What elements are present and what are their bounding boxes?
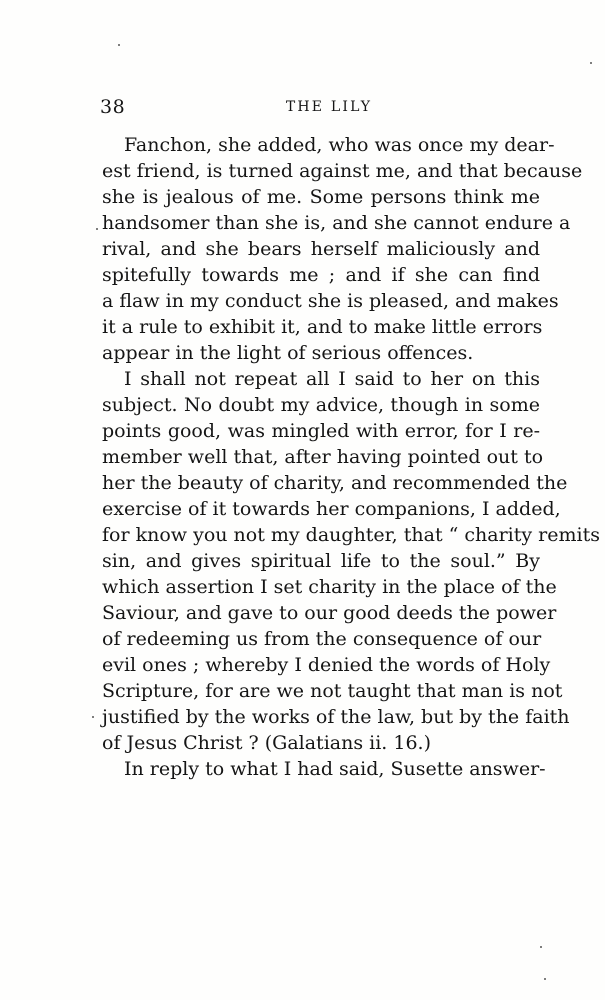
text-line: In reply to what I had said, Susette answer- (124, 758, 546, 780)
text-line: for know you not my daughter, that “ charity remits (102, 524, 600, 546)
text-line: evil ones ; whereby I denied the words of Holy (102, 654, 551, 676)
text-line: she is jealous of me. Some persons think me (102, 186, 540, 208)
paper-speck (96, 228, 98, 230)
text-line: handsomer than she is, and she cannot endure a (102, 212, 571, 234)
text-line: exercise of it towards her companions, I added, (102, 498, 561, 520)
text-line: of Jesus Christ ? (Galatians ii. 16.) (102, 732, 431, 754)
text-line: Saviour, and gave to our good deeds the power (102, 602, 557, 624)
text-line: appear in the light of serious offences. (102, 342, 474, 364)
text-line: est friend, is turned against me, and that because (102, 160, 583, 182)
text-line: justified by the works of the law, but by the faith (102, 706, 570, 728)
text-line: Fanchon, she added, who was once my dear- (124, 134, 555, 156)
text-line: points good, was mingled with error, for I re- (102, 420, 540, 442)
text-line: I shall not repeat all I said to her on this (124, 368, 540, 390)
text-line: spitefully towards me ; and if she can find (102, 264, 540, 286)
page-number: 38 (100, 96, 126, 118)
text-line: a flaw in my conduct she is pleased, and makes (102, 290, 559, 312)
text-line: subject. No doubt my advice, though in some (102, 394, 540, 416)
text-line: sin, and gives spiritual life to the soul.” By (102, 550, 540, 572)
text-line: her the beauty of charity, and recommended the (102, 472, 568, 494)
text-line: which assertion I set charity in the place of the (102, 576, 557, 598)
body-text (102, 132, 600, 782)
page-header (100, 96, 540, 120)
paper-speck (590, 62, 592, 64)
paper-speck (544, 978, 546, 980)
paper-speck (92, 716, 94, 718)
text-line: rival, and she bears herself maliciously and (102, 238, 540, 260)
running-title: THE LILY (285, 99, 373, 115)
paper-speck (118, 44, 120, 46)
text-line: it a rule to exhibit it, and to make little errors (102, 316, 543, 338)
paper-speck (540, 946, 542, 948)
text-line: member well that, after having pointed out to (102, 446, 544, 468)
text-line: Scripture, for are we not taught that man is not (102, 680, 563, 702)
text-line: of redeeming us from the consequence of our (102, 628, 542, 650)
